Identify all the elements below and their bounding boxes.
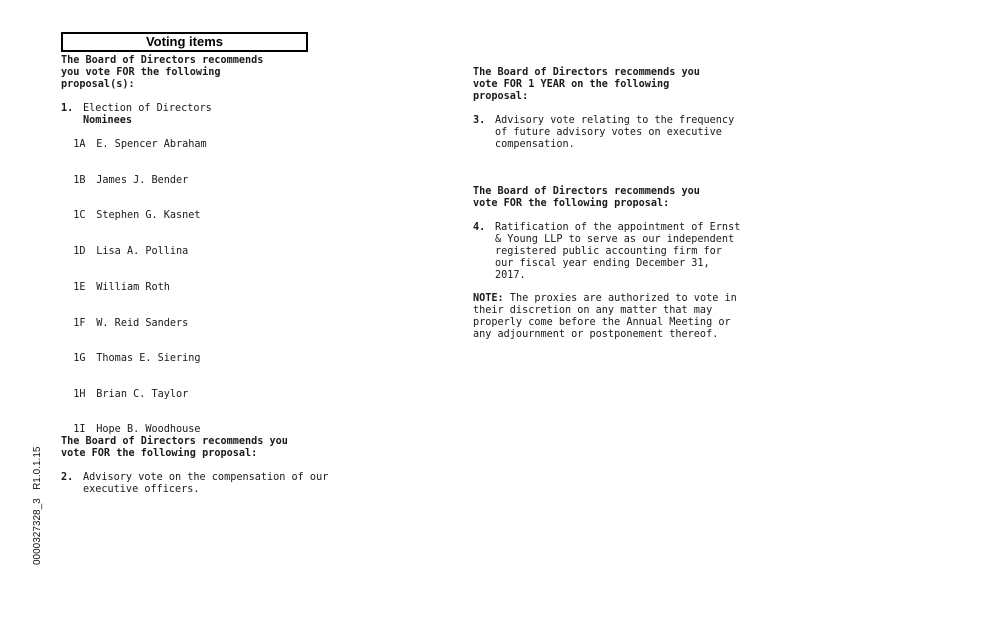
recommendation-text-1: The Board of Directors recommends you vote FOR the following proposal(s): [61, 55, 264, 90]
nominee-name: W. Reid Sanders [96, 318, 189, 329]
proposal-2 [61, 472, 328, 496]
proposal-3 [473, 115, 734, 151]
nominees-label: Nominees [83, 115, 133, 126]
nominee-row [61, 270, 170, 294]
proposal-3-text: Advisory vote relating to the frequency of future advisory votes on executive compensation. [495, 115, 735, 150]
nominee-row [61, 341, 201, 365]
proposal-4 [473, 222, 740, 282]
recommendation-text-3: The Board of Directors recommends you vote FOR 1 YEAR on the following proposal: [473, 67, 700, 102]
nominee-id: 1I [73, 424, 86, 435]
recommendation-text-4: The Board of Directors recommends you vote FOR the following proposal: [473, 186, 700, 209]
proposal-1-number: 1. [61, 103, 74, 114]
nominee-name: James J. Bender [96, 175, 189, 186]
nominee-name: Hope B. Woodhouse [96, 424, 201, 435]
proposal-1 [61, 103, 212, 115]
nominee-row [61, 127, 207, 151]
nominee-id: 1A [73, 139, 86, 150]
nominee-id: 1G [73, 353, 86, 364]
note-first-line: The proxies are authorized to vote in [503, 293, 737, 304]
nominee-name: William Roth [96, 282, 170, 293]
nominee-name: Brian C. Taylor [96, 389, 189, 400]
nominee-id: 1B [73, 175, 86, 186]
nominee-name: Lisa A. Pollina [96, 246, 189, 257]
proposal-3-number: 3. [473, 115, 486, 126]
nominee-id: 1E [73, 282, 86, 293]
nominee-id: 1C [73, 210, 86, 221]
nominee-row [61, 377, 188, 401]
side-document-code: 0000327328_3 R1.0.1.15 [32, 446, 43, 565]
note-block [473, 293, 737, 341]
nominee-row [61, 234, 188, 258]
proposal-4-text: Ratification of the appointment of Ernst & Young LLP to serve as our independent registered public accounting firm for our fiscal year ending December 31, 2017. [495, 222, 741, 281]
proposal-2-number: 2. [61, 472, 74, 483]
nominee-row [61, 163, 188, 187]
nominee-id: 1D [73, 246, 86, 257]
recommendation-text-2: The Board of Directors recommends you vote FOR the following proposal: [61, 436, 288, 459]
nominee-name: Thomas E. Siering [96, 353, 201, 364]
nominee-row [61, 198, 201, 222]
nominee-name: E. Spencer Abraham [96, 139, 207, 150]
note-label: NOTE: [473, 293, 504, 304]
nominee-id: 1F [73, 318, 86, 329]
nominee-id: 1H [73, 389, 86, 400]
nominee-row [61, 306, 188, 330]
proposal-2-text: Advisory vote on the compensation of our executive officers. [83, 472, 329, 495]
note-rest: their discretion on any matter that may properly come before the Annual Meeting or any adjournment or postponement thereof. [473, 305, 731, 340]
nominee-row [61, 412, 201, 436]
proposal-4-number: 4. [473, 222, 486, 233]
proposal-1-text: Election of Directors [83, 103, 212, 114]
voting-items-header: Voting items [61, 32, 308, 52]
nominee-name: Stephen G. Kasnet [96, 210, 201, 221]
